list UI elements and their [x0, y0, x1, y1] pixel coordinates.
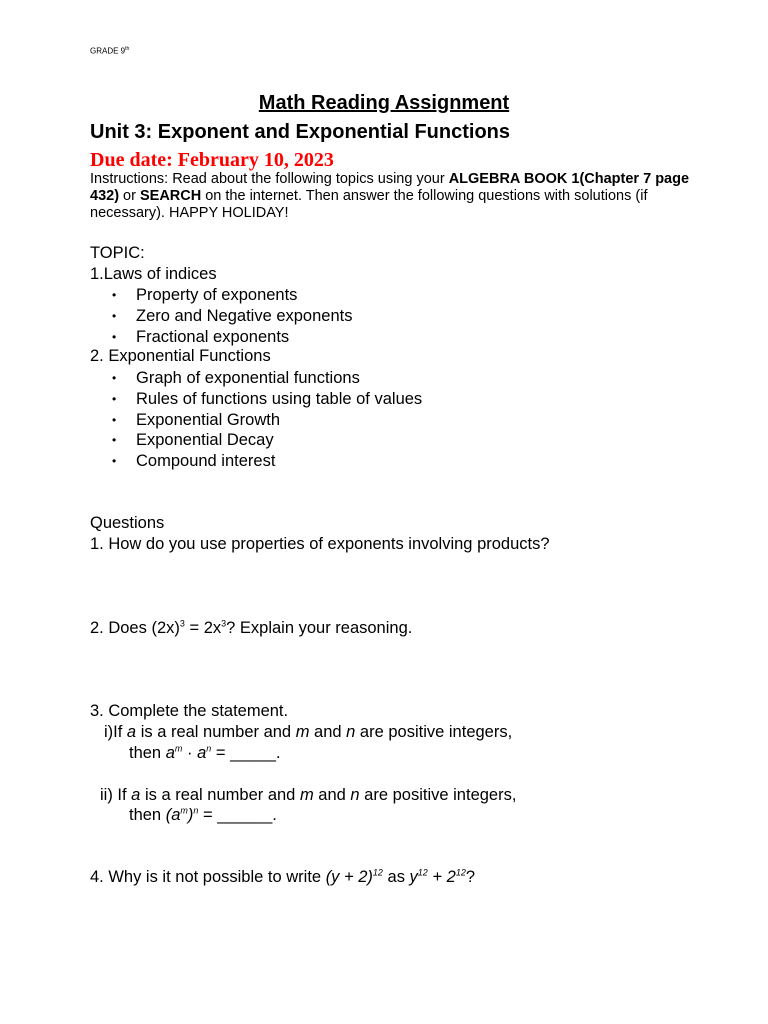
q3-exponent: m — [174, 743, 183, 754]
q4-expression: + — [427, 868, 447, 886]
q4-expression: (y + 2) — [325, 868, 373, 886]
q3-variable: a — [131, 786, 141, 804]
unit-subtitle: Unit 3: Exponent and Exponential Functions — [90, 121, 511, 143]
q3-variable: n — [346, 723, 356, 741]
list-item: • Property of exponents — [112, 285, 352, 306]
q3-text: then — [129, 744, 166, 762]
question-1: 1. How do you use properties of exponents involving products? — [90, 535, 550, 553]
question-4 — [90, 868, 475, 887]
q3-text: ii) If — [100, 786, 132, 804]
topic-heading: TOPIC: — [90, 244, 145, 262]
q3-variable: a — [165, 744, 175, 762]
q3-variable: a — [197, 744, 207, 762]
q3-variable: m — [295, 723, 310, 741]
q2-exponent: 3 — [179, 618, 185, 629]
q3-answer-blank: = ______. — [198, 806, 277, 824]
topic-2-heading: 2. Exponential Functions — [90, 347, 271, 365]
question-3-part-i-blank — [129, 744, 281, 763]
grade-label — [90, 46, 129, 56]
grade-text: GRADE 9 — [90, 46, 126, 56]
topic-1-list — [112, 285, 352, 347]
q2-exponent: 3 — [221, 618, 227, 629]
q3-text: i)If — [104, 723, 127, 741]
q3-expression: ) — [187, 806, 194, 824]
assignment-title: Math Reading Assignment — [258, 92, 510, 114]
q3-exponent: n — [206, 743, 212, 754]
list-item: • Fractional exponents — [112, 327, 352, 348]
question-3-part-ii — [100, 786, 516, 805]
q4-exponent: 12 — [455, 867, 466, 878]
list-item: • Graph of exponential functions — [112, 368, 422, 389]
q3-answer-blank: = _____. — [211, 744, 281, 762]
q3-variable: n — [350, 786, 360, 804]
q4-text: 4. Why is it not possible to write — [90, 868, 326, 886]
due-date: Due date: February 10, 2023 — [90, 149, 334, 171]
q3-text: are positive integers, — [359, 786, 517, 804]
q3-text: is a real number and — [140, 786, 300, 804]
q2-text: = 2x — [184, 619, 222, 637]
q4-variable: y — [409, 868, 418, 886]
q4-exponent: 12 — [417, 867, 428, 878]
list-item: • Rules of functions using table of values — [112, 389, 422, 410]
q4-exponent: 12 — [372, 867, 383, 878]
list-item: • Zero and Negative exponents — [112, 306, 352, 327]
q3-expression: (a — [165, 806, 181, 824]
topic-1-heading: 1.Laws of indices — [90, 265, 217, 283]
q3-text: and — [313, 786, 351, 804]
q4-text: as — [382, 868, 410, 886]
instructions-book-ref: ALGEBRA BOOK 1(Chapter 7 page 432) — [90, 171, 690, 204]
q3-text: then — [129, 806, 166, 824]
question-3-intro: 3. Complete the statement. — [90, 702, 289, 720]
q2-text: 2. Does (2x) — [90, 619, 180, 637]
instructions-text: or — [119, 188, 140, 204]
q3-variable: m — [299, 786, 314, 804]
q3-exponent: n — [193, 805, 199, 816]
q3-text: is a real number and — [136, 723, 296, 741]
q3-text: · — [182, 744, 198, 762]
questions-heading: Questions — [90, 514, 165, 532]
topic-2-list — [112, 368, 422, 472]
instructions-search: SEARCH — [139, 188, 202, 204]
q4-text: ? — [465, 868, 476, 886]
question-3-part-ii-blank — [129, 806, 277, 825]
q4-expression: 2 — [446, 868, 456, 886]
q3-text: and — [309, 723, 347, 741]
list-item: • Exponential Decay — [112, 430, 422, 451]
list-item: • Compound interest — [112, 451, 422, 472]
question-2 — [90, 619, 412, 638]
q2-text: ? Explain your reasoning. — [226, 619, 413, 637]
grade-superscript: th — [125, 46, 130, 52]
instructions-text: Instructions: Read about the following topics using your — [90, 171, 449, 187]
q3-variable: a — [126, 723, 137, 741]
question-3-part-i — [104, 723, 512, 742]
q3-text: are positive integers, — [355, 723, 513, 741]
q3-exponent: m — [180, 805, 188, 816]
instructions-text: on the internet. Then answer the following questions with solutions (if necessary). HAPPY HOLIDAY! — [90, 188, 648, 221]
instructions-paragraph — [90, 171, 690, 222]
list-item: • Exponential Growth — [112, 410, 422, 431]
